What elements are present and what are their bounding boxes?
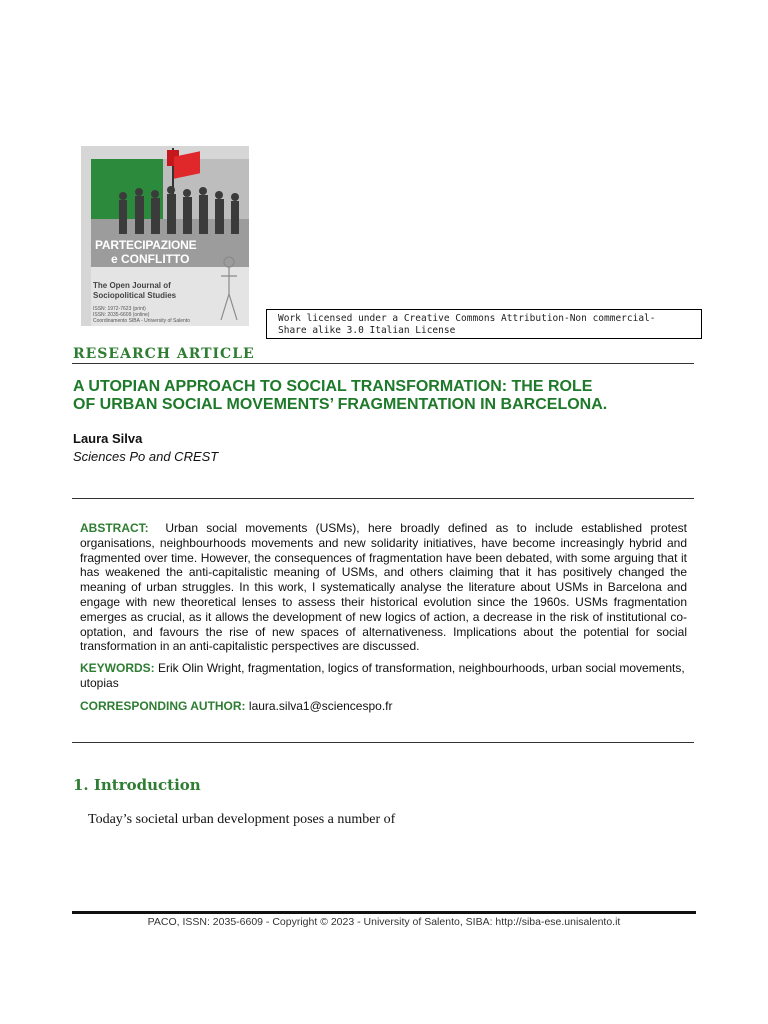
cover-title-line1: PARTECIPAZIONE xyxy=(95,238,197,252)
title-line2: OF URBAN SOCIAL MOVEMENTS’ FRAGMENTATION IN BARCELONA. xyxy=(73,396,608,413)
corresponding-author xyxy=(80,699,687,714)
cover-subtitle: The Open Journal of Sociopolitical Studies xyxy=(93,281,177,300)
abstract-label: ABSTRACT: xyxy=(80,521,149,535)
section-first-line: Today’s societal urban development poses a number of xyxy=(88,812,396,827)
page-footer: PACO, ISSN: 2035-6609 - Copyright © 2023 - University of Salento, SIBA: http://siba-ese.unisalento.it xyxy=(147,916,621,928)
title-line1: A UTOPIAN APPROACH TO SOCIAL TRANSFORMATION: THE ROLE xyxy=(73,378,593,395)
cover-title-line2: e CONFLITTO xyxy=(111,252,190,266)
divider xyxy=(72,498,694,499)
divider xyxy=(72,742,694,743)
article-title xyxy=(73,378,703,414)
divider xyxy=(72,363,694,364)
license-line2: Share alike 3.0 Italian License xyxy=(278,325,456,336)
corresponding-author-label: CORRESPONDING AUTHOR: xyxy=(80,699,246,713)
license-box xyxy=(266,309,702,339)
abstract-text: Urban social movements (USMs), here broadly defined as to include established protest organisations, neighbourhoods movements and new solidarity initiatives, have become increasingly hybrid and fragmented over time. However, the consequences of fragmentation have been debated, with some arguing that it has weakened the anti-capitalistic meaning of USMs, and others claiming that it has positively changed the meaning of urban struggles. In this work, I systematically analyse the literature about USMs in Barcelona and engage with new theoretical lenses to assess their historical evolution since the 1960s. USMs fragmentation emerges as crucial, as it allows the development of new logics of action, a decrease in the risk of institutional co-optation, and favours the rise of new spaces of alternativeness. Implications about the potential for social transformation in an anti-capitalistic perspectives are discussed. xyxy=(80,521,687,654)
keywords-text: Erik Olin Wright, fragmentation, logics of transformation, neighbourhoods, urban social movements, utopias xyxy=(80,661,685,690)
protesters-illustration xyxy=(109,176,249,236)
keywords xyxy=(80,661,687,691)
author-name: Laura Silva xyxy=(73,431,143,446)
corresponding-author-email[interactable]: laura.silva1@sciencespo.fr xyxy=(248,699,393,713)
section-heading: 1. Introduction xyxy=(73,776,201,794)
author-affiliation: Sciences Po and CREST xyxy=(73,449,219,464)
keywords-label: KEYWORDS: xyxy=(80,661,155,675)
journal-cover-logo xyxy=(81,146,249,326)
footer-rule xyxy=(72,911,696,914)
abstract xyxy=(80,521,687,654)
article-type: RESEARCH ARTICLE xyxy=(73,346,255,362)
license-line1: Work licensed under a Creative Commons Attribution-Non commercial- xyxy=(278,313,656,324)
cover-issn: ISSN: 1972-7623 (print) ISSN: 2035-6609 (online) Coordinamento SIBA - University of Salento xyxy=(93,306,190,324)
